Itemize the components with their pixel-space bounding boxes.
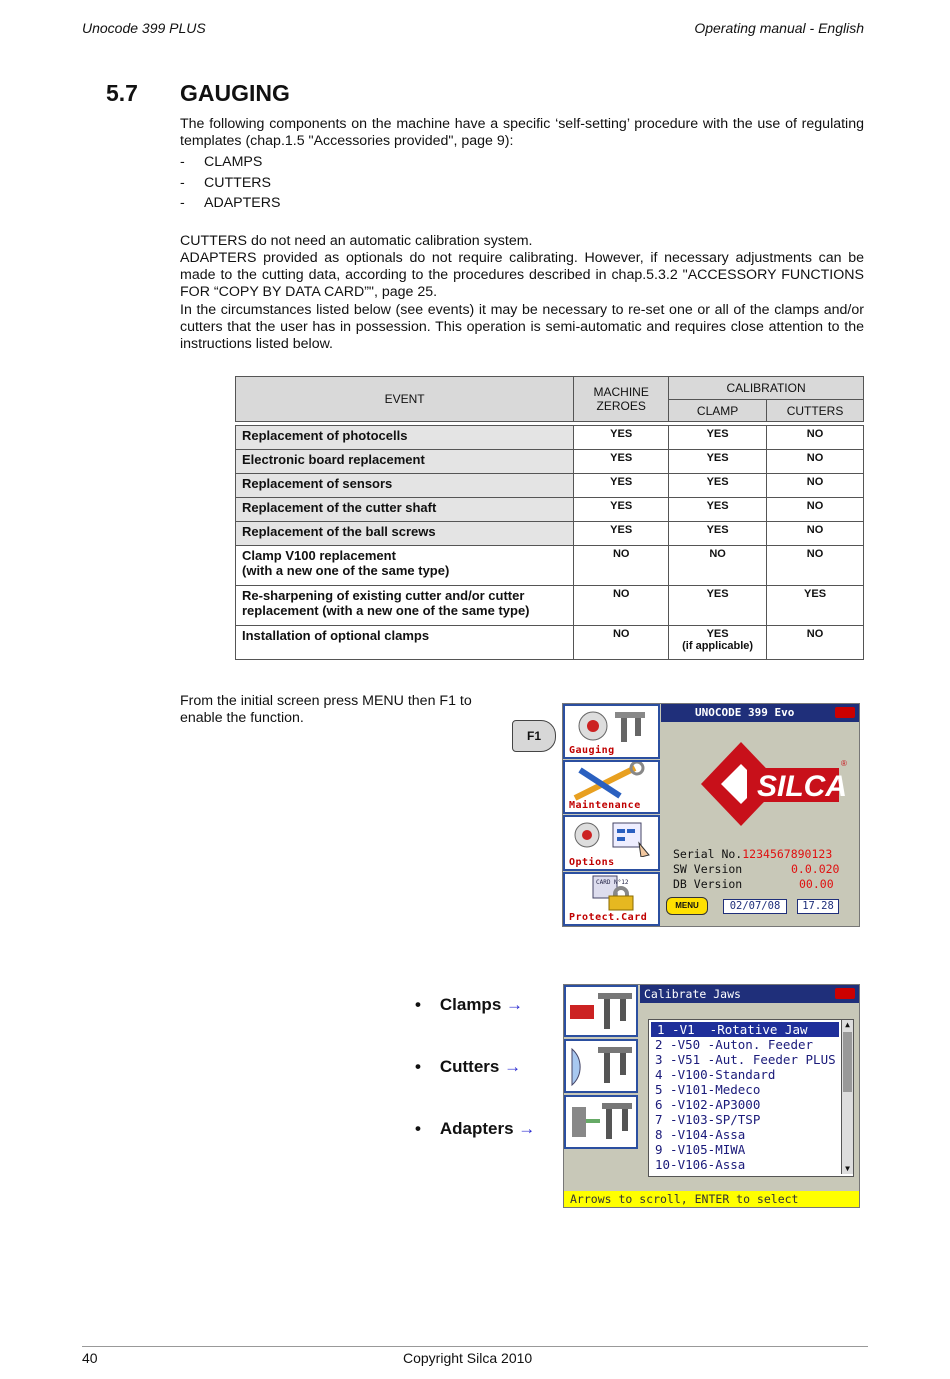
- cutters-cell: NO: [767, 450, 864, 474]
- table-row: [236, 546, 864, 586]
- protect-card-menu-item[interactable]: [563, 872, 660, 926]
- machine-zeroes-cell: NO: [574, 546, 669, 586]
- clamp-cell: YES: [669, 474, 767, 498]
- silca-mini-logo: [835, 707, 855, 718]
- cutters-cell: NO: [767, 426, 864, 450]
- machine-zeroes-cell: NO: [574, 586, 669, 626]
- footer-divider: [82, 1346, 868, 1347]
- clamp-cell: YES: [669, 426, 767, 450]
- scroll-up-icon[interactable]: ▲: [845, 1020, 850, 1029]
- clamps-tool[interactable]: [564, 985, 638, 1037]
- clamp-cell: YES (if applicable): [669, 626, 767, 660]
- machine-zeroes-cell: YES: [574, 474, 669, 498]
- clamp-cell: YES: [669, 586, 767, 626]
- cutters-cell: NO: [767, 498, 864, 522]
- event-cell: Re-sharpening of existing cutter and/or cutter replacement (with a new one of the same type): [236, 586, 574, 626]
- scroll-down-icon[interactable]: ▼: [845, 1164, 850, 1173]
- back-icon[interactable]: [835, 988, 855, 999]
- jaw-list: [648, 1019, 854, 1177]
- logo-text: SILCA: [757, 770, 847, 803]
- cutters-cell: NO: [767, 474, 864, 498]
- svg-text:®: ®: [841, 759, 847, 768]
- event-cell: Electronic board replacement: [236, 450, 574, 474]
- table-row: [236, 586, 864, 626]
- serial-label: Serial No.: [673, 847, 743, 861]
- body-paragraph: ADAPTERS provided as optionals do not require calibrating. However, if necessary adjustments can be made to the cutting data, according to the procedures described in chap.5.3.2 "ACCESSORY FUNCTIONS FOR “COPY BY DATA CARD”", page 25.: [180, 250, 864, 301]
- event-cell: Clamp V100 replacement (with a new one of the same type): [236, 546, 574, 586]
- table-row: [236, 426, 864, 450]
- machine-zeroes-cell: YES: [574, 498, 669, 522]
- silca-logo: [681, 734, 851, 834]
- calibrate-screen: [563, 984, 860, 1208]
- intro-paragraph: The following components on the machine have a specific ‘self-setting’ procedure with the use of regulating templates (chap.1.5 "Accessories provided", page 9):: [180, 116, 864, 150]
- card-text: CARD N°12: [596, 879, 629, 886]
- cutters-tool[interactable]: [564, 1039, 638, 1093]
- bullet-adapters: • Adapters →: [415, 1119, 536, 1138]
- table-row: [236, 626, 864, 660]
- device-info: [673, 847, 839, 892]
- menu-button[interactable]: MENU: [666, 897, 708, 915]
- table-row: [236, 474, 864, 498]
- db-value: 00.00: [799, 877, 834, 891]
- adapter-caliper-icon: [566, 1097, 636, 1147]
- options-label: Options: [569, 857, 615, 868]
- time-field: 17.28: [797, 899, 839, 914]
- component-item: - CLAMPS: [180, 154, 263, 170]
- instruction-text: From the initial screen press MENU then F1 to enable the function.: [180, 693, 472, 727]
- maintenance-label: Maintenance: [569, 800, 641, 811]
- event-cell: Replacement of photocells: [236, 426, 574, 450]
- col-machine-zeroes: MACHINE ZEROES: [574, 377, 669, 422]
- event-cell: Replacement of the cutter shaft: [236, 498, 574, 522]
- main-menu-screen: [562, 703, 860, 927]
- options-menu-item[interactable]: [563, 815, 660, 871]
- list-item[interactable]: 7 -V103-SP/TSP: [655, 1112, 761, 1127]
- calibrate-title: Calibrate Jaws: [644, 987, 741, 1001]
- cutters-cell: YES: [767, 586, 864, 626]
- cutter-caliper-icon: [566, 1041, 636, 1091]
- event-cell: Replacement of the ball screws: [236, 522, 574, 546]
- list-item[interactable]: 2 -V50 -Auton. Feeder: [655, 1037, 814, 1052]
- protect-card-label: Protect.Card: [569, 912, 648, 923]
- event-cell: Installation of optional clamps: [236, 626, 574, 660]
- clamp-cell: YES: [669, 522, 767, 546]
- list-scrollbar[interactable]: [841, 1020, 853, 1174]
- body-line: CUTTERS do not need an automatic calibration system.: [180, 233, 533, 249]
- component-item: - ADAPTERS: [180, 195, 281, 211]
- wrench-screwdriver-icon: [565, 762, 658, 802]
- machine-zeroes-cell: YES: [574, 426, 669, 450]
- component-item: - CUTTERS: [180, 175, 271, 191]
- list-item-selected[interactable]: 1 -V1 -Rotative Jaw: [651, 1022, 839, 1037]
- header-right: Operating manual - English: [694, 20, 864, 36]
- screen-title-bar: [661, 704, 859, 722]
- machine-zeroes-cell: YES: [574, 522, 669, 546]
- gauging-menu-item[interactable]: [563, 704, 660, 759]
- col-event: EVENT: [236, 377, 574, 422]
- header-left: Unocode 399 PLUS: [82, 20, 206, 36]
- col-calibration: CALIBRATION: [669, 377, 864, 400]
- scroll-thumb[interactable]: [843, 1032, 852, 1092]
- serial-value: 1234567890123: [742, 847, 833, 861]
- events-table: [235, 376, 864, 660]
- table-row: [236, 450, 864, 474]
- cutters-cell: NO: [767, 546, 864, 586]
- clamp-cell: YES: [669, 498, 767, 522]
- cutters-cell: NO: [767, 626, 864, 660]
- maintenance-menu-item[interactable]: [563, 760, 660, 814]
- db-label: DB Version: [673, 877, 743, 891]
- bullet-cutters: • Cutters →: [415, 1057, 522, 1076]
- table-row: [236, 522, 864, 546]
- date-field: 02/07/08: [723, 899, 787, 914]
- cutters-cell: NO: [767, 522, 864, 546]
- copyright: Copyright Silca 2010: [403, 1350, 533, 1366]
- clamp-cell: NO: [669, 546, 767, 586]
- col-cutters: CUTTERS: [767, 400, 864, 422]
- section-number: 5.7: [106, 80, 138, 106]
- status-bar: Arrows to scroll, ENTER to select: [564, 1191, 859, 1207]
- sw-value: 0.0.020: [791, 862, 840, 876]
- list-item[interactable]: 5 -V101-Medeco: [655, 1082, 761, 1097]
- machine-zeroes-cell: YES: [574, 450, 669, 474]
- list-item[interactable]: 6 -V102-AP3000: [655, 1097, 761, 1112]
- clamp-caliper-icon: [566, 987, 636, 1035]
- list-item[interactable]: 8 -V104-Assa: [655, 1127, 746, 1142]
- table-row: [236, 498, 864, 522]
- list-item[interactable]: 9 -V105-MIWA: [655, 1142, 746, 1157]
- screen-title: UNOCODE 399 Evo: [695, 706, 795, 719]
- section-title: GAUGING: [180, 80, 290, 106]
- clamp-cell: YES: [669, 450, 767, 474]
- machine-zeroes-cell: NO: [574, 626, 669, 660]
- calibrate-title-bar: [640, 985, 859, 1003]
- adapters-tool[interactable]: [564, 1095, 638, 1149]
- list-item[interactable]: 3 -V51 -Aut. Feeder PLUS: [655, 1052, 836, 1067]
- event-cell: Replacement of sensors: [236, 474, 574, 498]
- gauging-label: Gauging: [569, 745, 615, 756]
- bullet-clamps: • Clamps →: [415, 995, 524, 1014]
- gauging-icon: [565, 706, 658, 746]
- sw-label: SW Version: [673, 862, 743, 876]
- body-paragraph: In the circumstances listed below (see events) it may be necessary to re-set one or all of the clamps and/or cutters that the user has in possession. This operation is semi-automatic and requires close attention to the instructions listed below.: [180, 302, 864, 353]
- options-icon: [565, 817, 658, 857]
- col-clamp: CLAMP: [669, 400, 767, 422]
- page-number: 40: [82, 1350, 98, 1366]
- list-item[interactable]: 10-V106-Assa: [655, 1157, 746, 1172]
- padlock-card-icon: [565, 874, 658, 912]
- f1-key[interactable]: F1: [512, 720, 556, 752]
- list-item[interactable]: 4 -V100-Standard: [655, 1067, 776, 1082]
